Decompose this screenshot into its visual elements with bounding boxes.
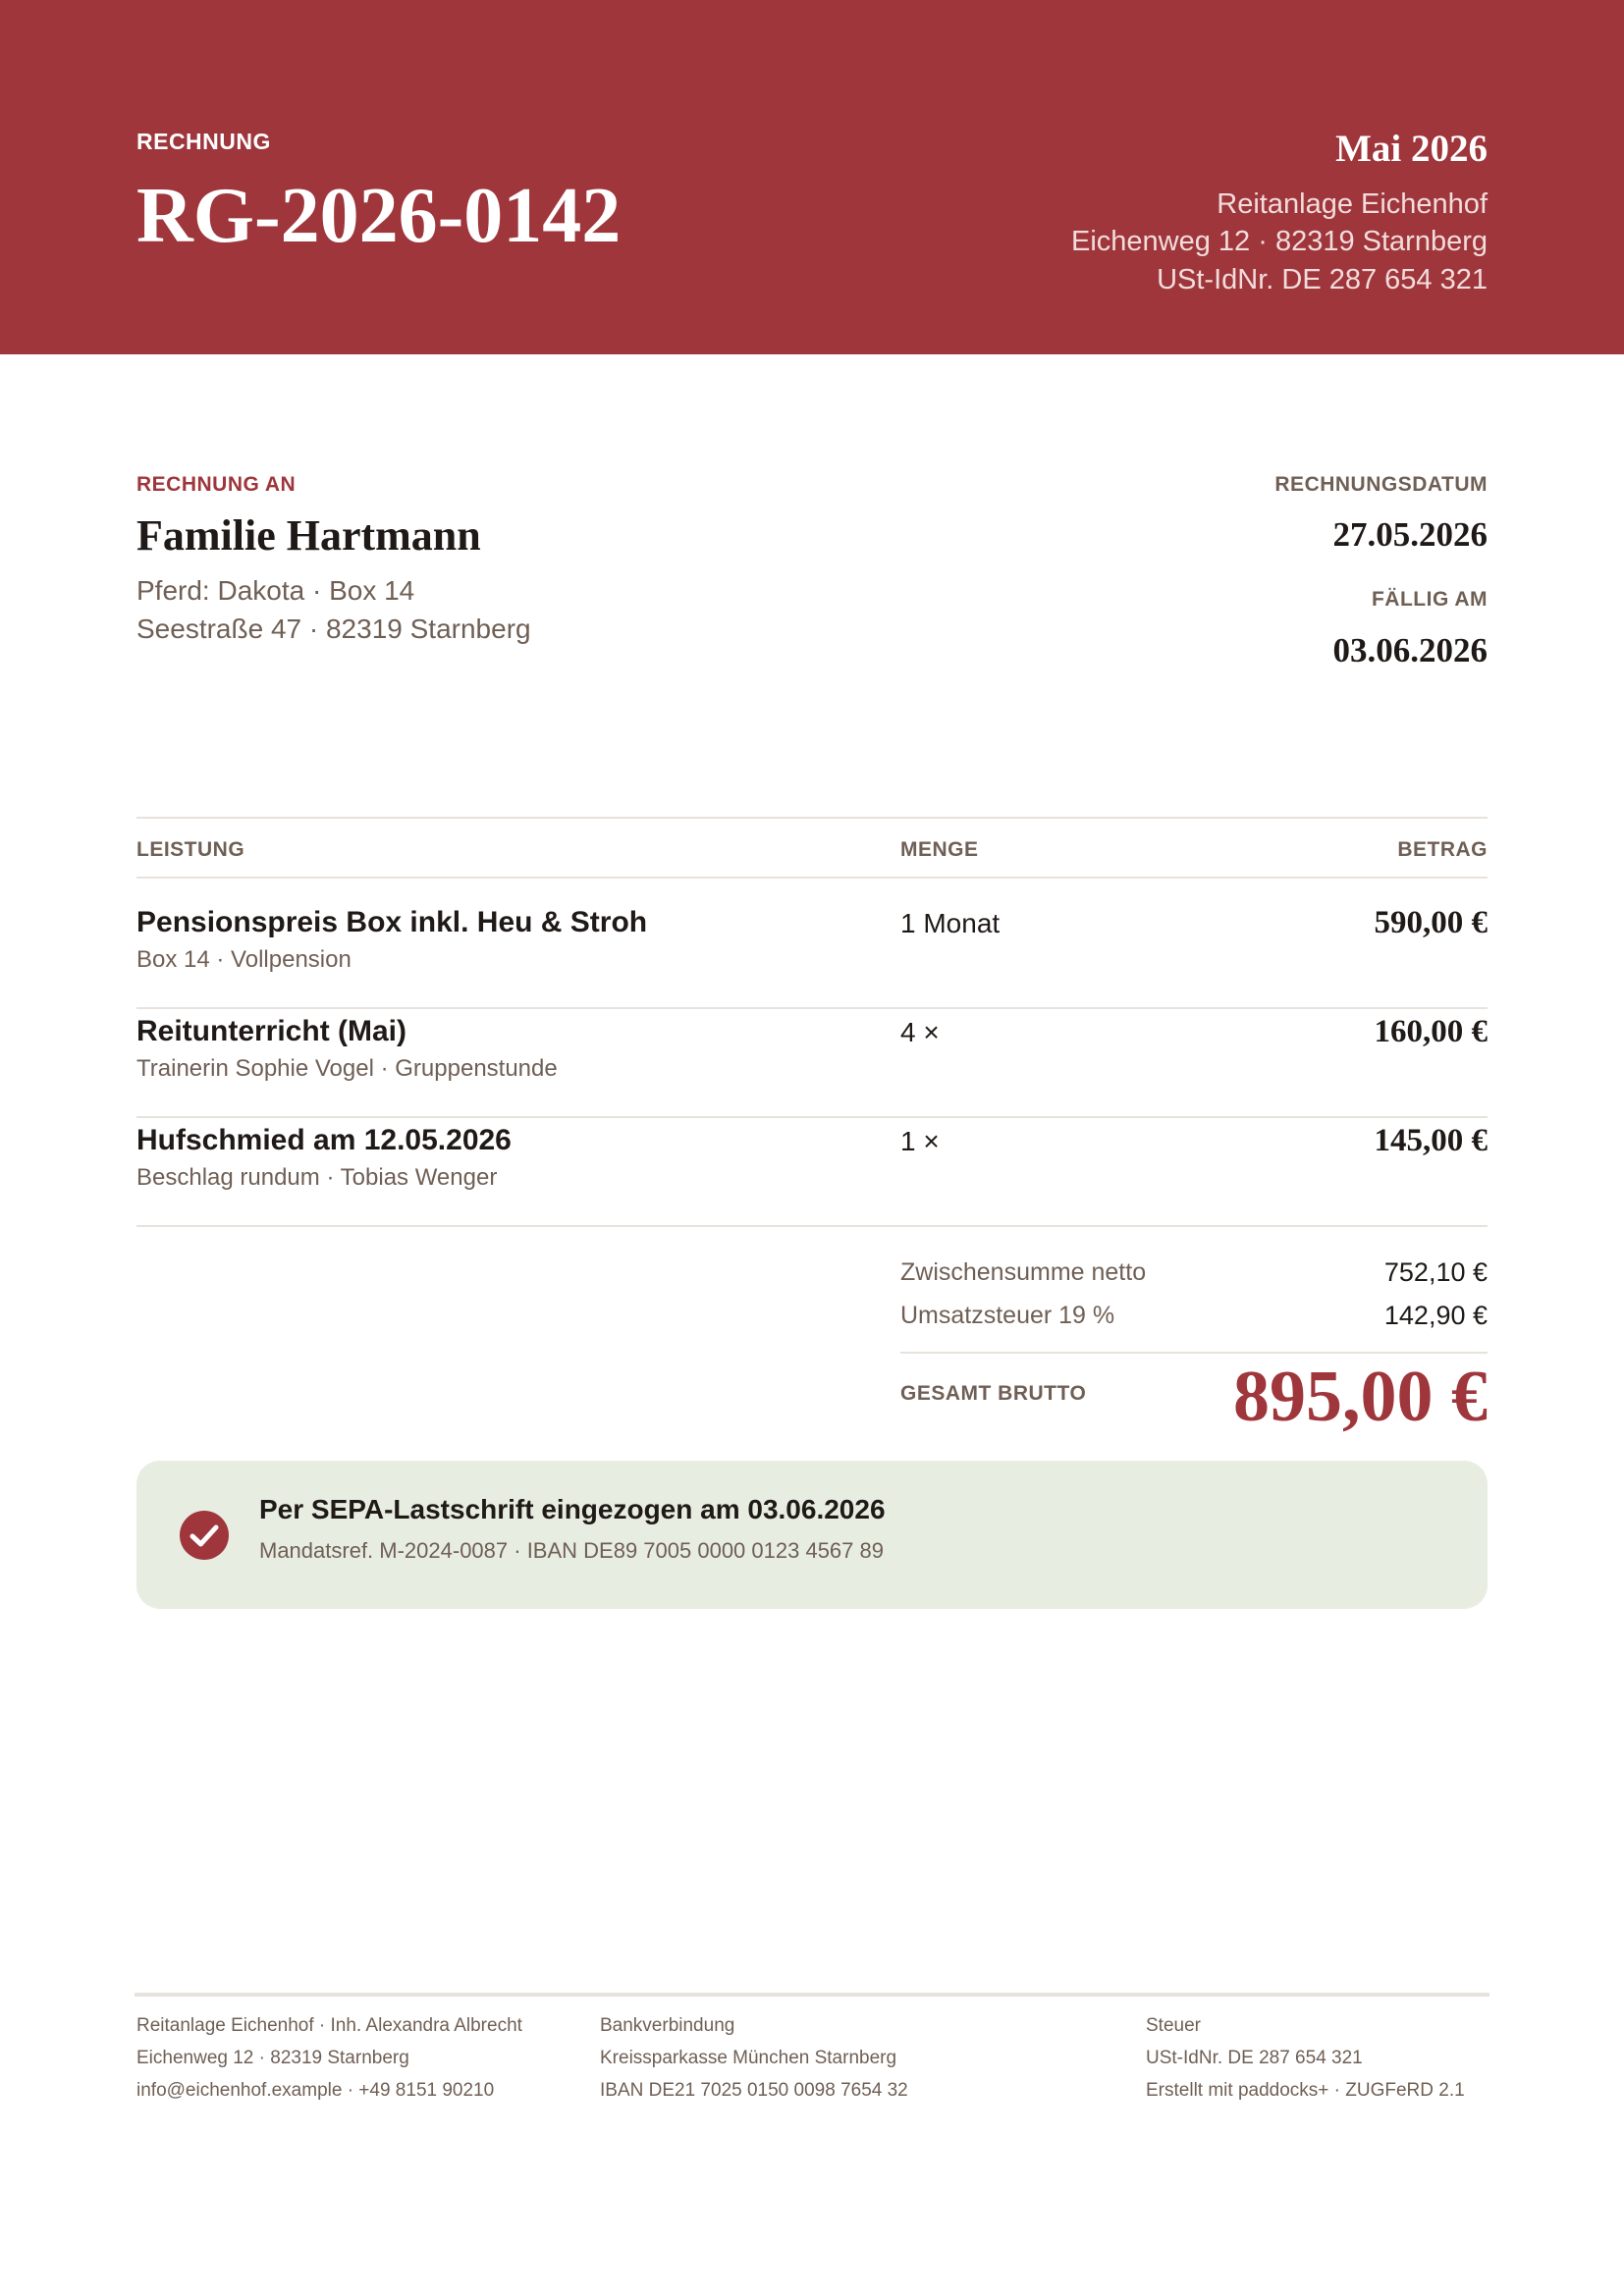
recipient-address: Seestraße 47 · 82319 Starnberg <box>136 614 531 644</box>
footer-contact: info@eichenhof.example · +49 8151 90210 <box>136 2080 495 2101</box>
table-header-rule <box>136 877 1488 879</box>
issuer-address: Eichenweg 12 · 82319 Starnberg <box>1070 226 1488 257</box>
table-top-rule <box>136 817 1488 819</box>
invoice-number: RG-2026-0142 <box>136 173 622 259</box>
grand-total-value: 895,00 € <box>1233 1357 1488 1437</box>
row-divider <box>136 1116 1488 1118</box>
footer-vat-id: USt-IdNr. DE 287 654 321 <box>1146 2048 1363 2068</box>
recipient-name: Familie Hartmann <box>136 511 481 560</box>
billing-period: Mai 2026 <box>1335 128 1488 170</box>
due-date: 03.06.2026 <box>1332 631 1488 669</box>
footer-address: Eichenweg 12 · 82319 Starnberg <box>136 2048 409 2068</box>
tax-value: 142,90 € <box>1383 1301 1488 1330</box>
item-amount: 145,00 € <box>1374 1123 1488 1158</box>
footer-bank-iban: IBAN DE21 7025 0150 0098 7654 32 <box>600 2080 908 2101</box>
item-amount: 590,00 € <box>1374 905 1488 940</box>
check-circle-icon <box>180 1511 229 1560</box>
footer-company: Reitanlage Eichenhof · Inh. Alexandra Albrecht <box>136 2015 522 2036</box>
due-date-label: FÄLLIG AM <box>1371 588 1488 611</box>
footer-generator: Erstellt mit paddocks+ · ZUGFeRD 2.1 <box>1146 2080 1465 2101</box>
issuer-name: Reitanlage Eichenhof <box>1217 188 1488 220</box>
item-quantity: 1 × <box>900 1126 940 1156</box>
tax-label: Umsatzsteuer 19 % <box>900 1302 1115 1329</box>
payment-status-title: Per SEPA-Lastschrift eingezogen am 03.06.2026 <box>259 1494 886 1524</box>
item-quantity: 1 Monat <box>900 908 1001 938</box>
table-bottom-rule <box>136 1225 1488 1227</box>
footer-rule <box>135 1993 1489 1997</box>
payment-status-box <box>136 1461 1488 1609</box>
item-title: Reitunterricht (Mai) <box>136 1015 407 1047</box>
item-title: Hufschmied am 12.05.2026 <box>136 1124 512 1156</box>
recipient-horse: Pferd: Dakota · Box 14 <box>136 575 415 606</box>
item-subtitle: Box 14 · Vollpension <box>136 946 352 973</box>
item-amount: 160,00 € <box>1374 1014 1488 1049</box>
payment-mandate-details: Mandatsref. M-2024-0087 · IBAN DE89 7005 0000 0123 4567 89 <box>259 1538 884 1563</box>
item-title: Pensionspreis Box inkl. Heu & Stroh <box>136 906 648 938</box>
footer-bank-heading: Bankverbindung <box>600 2015 735 2036</box>
footer-tax-heading: Steuer <box>1146 2015 1201 2036</box>
invoice-date-label: RECHNUNGSDATUM <box>1274 473 1488 496</box>
document-type-label: RECHNUNG <box>136 129 271 154</box>
issuer-vat-id: USt-IdNr. DE 287 654 321 <box>1157 264 1488 295</box>
column-header-service: LEISTUNG <box>136 838 245 861</box>
bill-to-label: RECHNUNG AN <box>136 473 297 496</box>
column-header-amount: BETRAG <box>1397 838 1488 861</box>
item-quantity: 4 × <box>900 1017 940 1047</box>
subtotal-value: 752,10 € <box>1383 1257 1488 1287</box>
totals-rule <box>900 1352 1488 1354</box>
footer-bank-name: Kreissparkasse München Starnberg <box>600 2048 897 2068</box>
subtotal-label: Zwischensumme netto <box>900 1258 1147 1286</box>
row-divider <box>136 1007 1488 1009</box>
grand-total-label: GESAMT BRUTTO <box>900 1382 1087 1405</box>
item-subtitle: Trainerin Sophie Vogel · Gruppenstunde <box>136 1055 558 1082</box>
invoice-date: 27.05.2026 <box>1332 515 1488 554</box>
item-subtitle: Beschlag rundum · Tobias Wenger <box>136 1164 498 1191</box>
column-header-quantity: MENGE <box>900 838 979 861</box>
